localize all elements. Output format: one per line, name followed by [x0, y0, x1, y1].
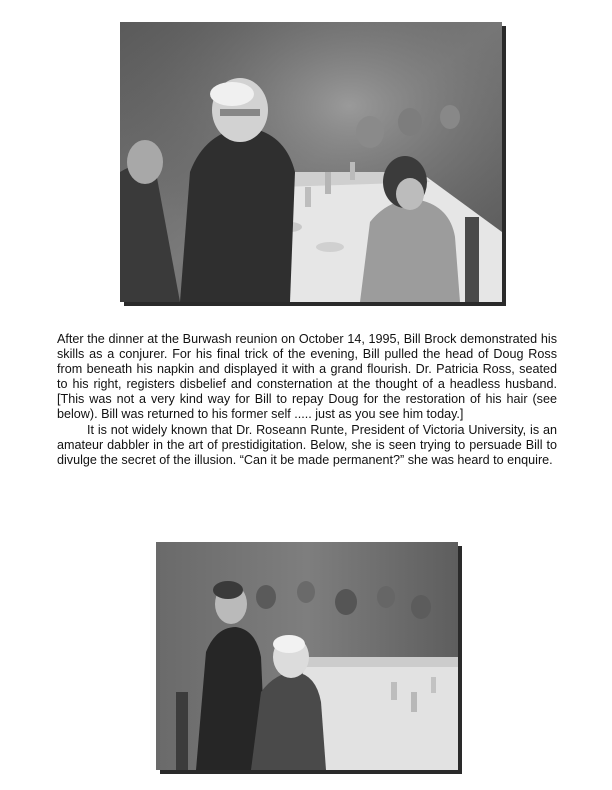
top-photo — [120, 22, 502, 302]
caption-paragraph-1: After the dinner at the Burwash reunion on October 14, 1995, Bill Brock demonstrated his skills as a conjurer. For his final trick of the evening, Bill pulled the head of Doug Ross from beneath his napkin and displayed it with a grand flourish. Dr. Patricia Ross, seated to his right, registers disbelief and consternation at the thought of a headless husband. [This was not a very kind way for Bill to repay Doug for the restoration of his hair (see below). Bill was returned to his former self ..... just as you see him today.] — [57, 332, 557, 422]
bottom-photo-image — [156, 542, 458, 770]
bottom-photo — [156, 542, 458, 770]
caption-text — [57, 332, 557, 468]
caption-paragraph-2: It is not widely known that Dr. Roseann Runte, President of Victoria University, is an amateur dabbler in the art of prestidigitation. Below, she is seen trying to persuade Bill to divulge the secret of the illusion. “Can it be made permanent?” she was heard to enquire. — [57, 422, 557, 467]
top-photo-image — [120, 22, 502, 302]
